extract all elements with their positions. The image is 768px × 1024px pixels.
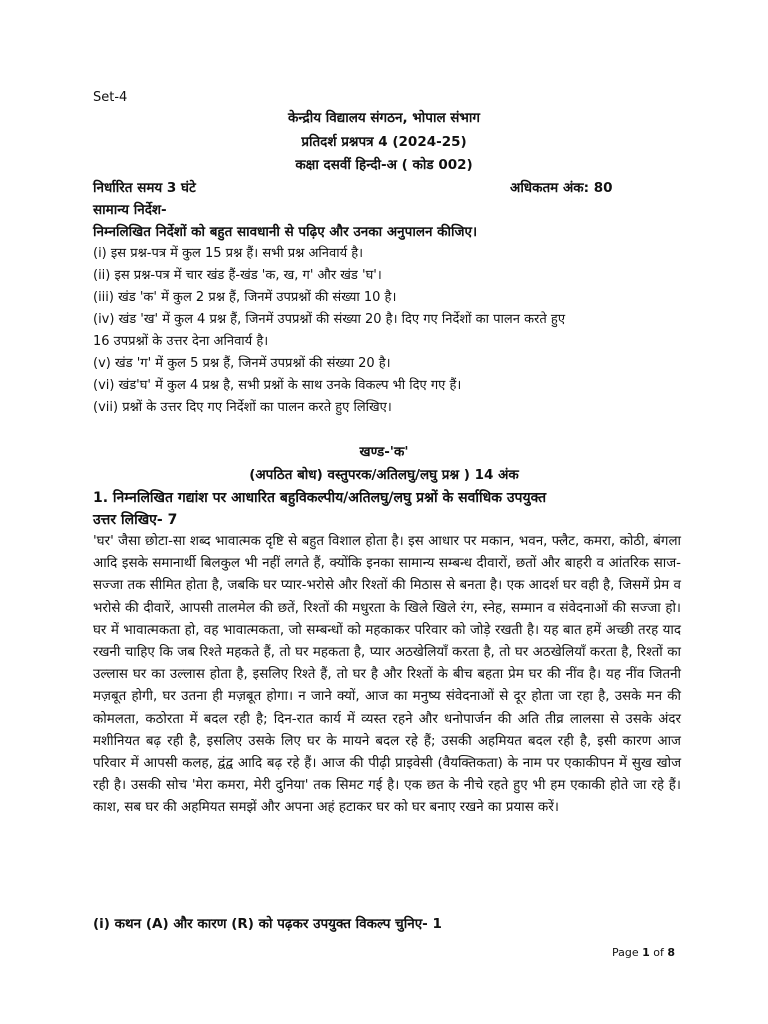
instruction-item: (vii) प्रश्नों के उत्तर दिए गए निर्देशों का पालन करते हुए लिखिए। xyxy=(93,400,392,415)
instruction-item: (ii) इस प्रश्न-पत्र में चार खंड हैं-खंड 'क, ख, ग' और खंड 'घ'। xyxy=(93,268,382,283)
header-paper-title: प्रतिदर्श प्रश्नपत्र 4 (2024-25) xyxy=(301,134,467,150)
instruction-item: (iv) खंड 'ख' में कुल 4 प्रश्न हैं, जिनमें उपप्रश्नों की संख्या 20 है। दिए गए निर्देशों का पालन करते हुए xyxy=(93,312,566,327)
footer-of-word: of xyxy=(653,946,664,959)
question-1-line: 1. निम्नलिखित गद्यांश पर आधारित बहुविकल्पीय/अतिलघु/लघु प्रश्नों के सर्वाधिक उपयुक्त xyxy=(93,490,547,506)
question-1-line: उत्तर लिखिए- 7 xyxy=(93,512,178,528)
time-allowed: निर्धारित समय 3 घंटे xyxy=(93,180,196,196)
set-label: Set-4 xyxy=(93,90,128,105)
reading-passage: 'घर' जैसा छोटा-सा शब्द भावात्मक दृष्टि से बहुत विशाल होता है। इस आधार पर मकान, भवन, फ्लैट, कमरा, कोठी, बंगला आदि इसके समानार्थी बिलकुल भी नहीं लगते हैं, क्योंकि इनका सामान्य सम्बन्ध दीवारों, छतों और बाहरी व आंतरिक साज-सज्जा तक सीमित होता है, जबकि घर प्यार-भरोसे और रिश्तों की मिठास से बनता है। एक आदर्श घर वही है, जिसमें प्रेम व भरोसे की दीवारें, आपसी तालमेल की छतें, रिश्तों की मधुरता के खिले खिले रंग, स्नेह, सम्मान व संवेदनाओं की सज्जा हो। घर में भावात्मकता हो, वह भावात्मकता, जो सम्बन्धों को महकाकर परिवार को जोड़े रखती है। यह बात हमें अच्छी तरह याद रखनी चाहिए कि जब रिश्ते महकते हैं, तो घर महकता है, प्यार अठखेलियाँ करता है, तो घर अठखेलियाँ करता है, रिश्तों का उल्लास घर का उल्लास होता है, इसलिए रिश्ते हैं, तो घर है और रिश्तों के बीच बहता प्रेम घर की नींव है। यह नींव जितनी मज़बूत होगी, घर उतना ही मज़बूत होगा। न जाने क्यों, आज का मनुष्य संवेदनाओं से दूर होता जा रहा है, उसके मन की कोमलता, कठोरता में बदल रही है; दिन-रात कार्य में व्यस्त रहने और धनोपार्जन की अति तीव्र लालसा से उसके अंदर मशीनियत बढ़ रही है, इसलिए उसके लिए घर के मायने बदल रहे हैं; उसकी अहमियत बदल रही है, इसी कारण आज परिवार में आपसी कलह, द्वंद्व आदि बढ़ रहे हैं। आज की पीढ़ी प्राइवेसी (वैयक्तिकता) के नाम पर एकाकीपन में सुख खोज रही है। उसकी सोच 'मेरा कमरा, मेरी दुनिया' तक सिमट गई है। एक छत के नीचे रहते हुए भी हम एकाकी होते जा रहे हैं। काश, सब घर की अहमियत समझें और अपना अहं हटाकर घर को घर बनाए रखने का प्रयास करें। xyxy=(93,534,681,816)
page-footer xyxy=(612,946,675,959)
instruction-item: (v) खंड 'ग' में कुल 5 प्रश्न हैं, जिनमें उपप्रश्नों की संख्या 20 है। xyxy=(93,356,391,371)
footer-page-word: Page xyxy=(612,946,639,959)
question-1 xyxy=(93,487,683,531)
general-instructions-heading: सामान्य निर्देश- xyxy=(93,202,167,218)
sub-question-i: (i) कथन (A) और कारण (R) को पढ़कर उपयुक्त विकल्प चुनिए- 1 xyxy=(93,916,442,932)
instruction-item: (iii) खंड 'क' में कुल 2 प्रश्न हैं, जिनमें उपप्रश्नों की संख्या 10 है। xyxy=(93,290,397,305)
instructions-list xyxy=(93,243,683,419)
footer-total-pages: 8 xyxy=(667,946,676,959)
section-title: खण्ड-'क' xyxy=(359,444,409,460)
footer-current-page: 1 xyxy=(642,946,650,959)
section-subtitle: (अपठित बोध) वस्तुपरक/अतिलघु/लघु प्रश्न ) 14 अंक xyxy=(249,467,519,483)
max-marks: अधिकतम अंक: 80 xyxy=(510,180,613,196)
header-organization: केन्द्रीय विद्यालय संगठन, भोपाल संभाग xyxy=(287,110,481,126)
general-instructions-subheading: निम्नलिखित निर्देशों को बहुत सावधानी से पढ़िए और उनका अनुपालन कीजिए। xyxy=(93,224,478,240)
header-class-code: कक्षा दसवीं हिन्दी-अ ( कोड 002) xyxy=(295,157,473,173)
instruction-item: 16 उपप्रश्नों के उत्तर देना अनिवार्य है। xyxy=(93,334,269,349)
instruction-item: (i) इस प्रश्न-पत्र में कुल 15 प्रश्न हैं। सभी प्रश्न अनिवार्य है। xyxy=(93,246,364,261)
instruction-item: (vi) खंड'घ' में कुल 4 प्रश्न है, सभी प्रश्नों के साथ उनके विकल्प भी दिए गए हैं। xyxy=(93,378,462,393)
